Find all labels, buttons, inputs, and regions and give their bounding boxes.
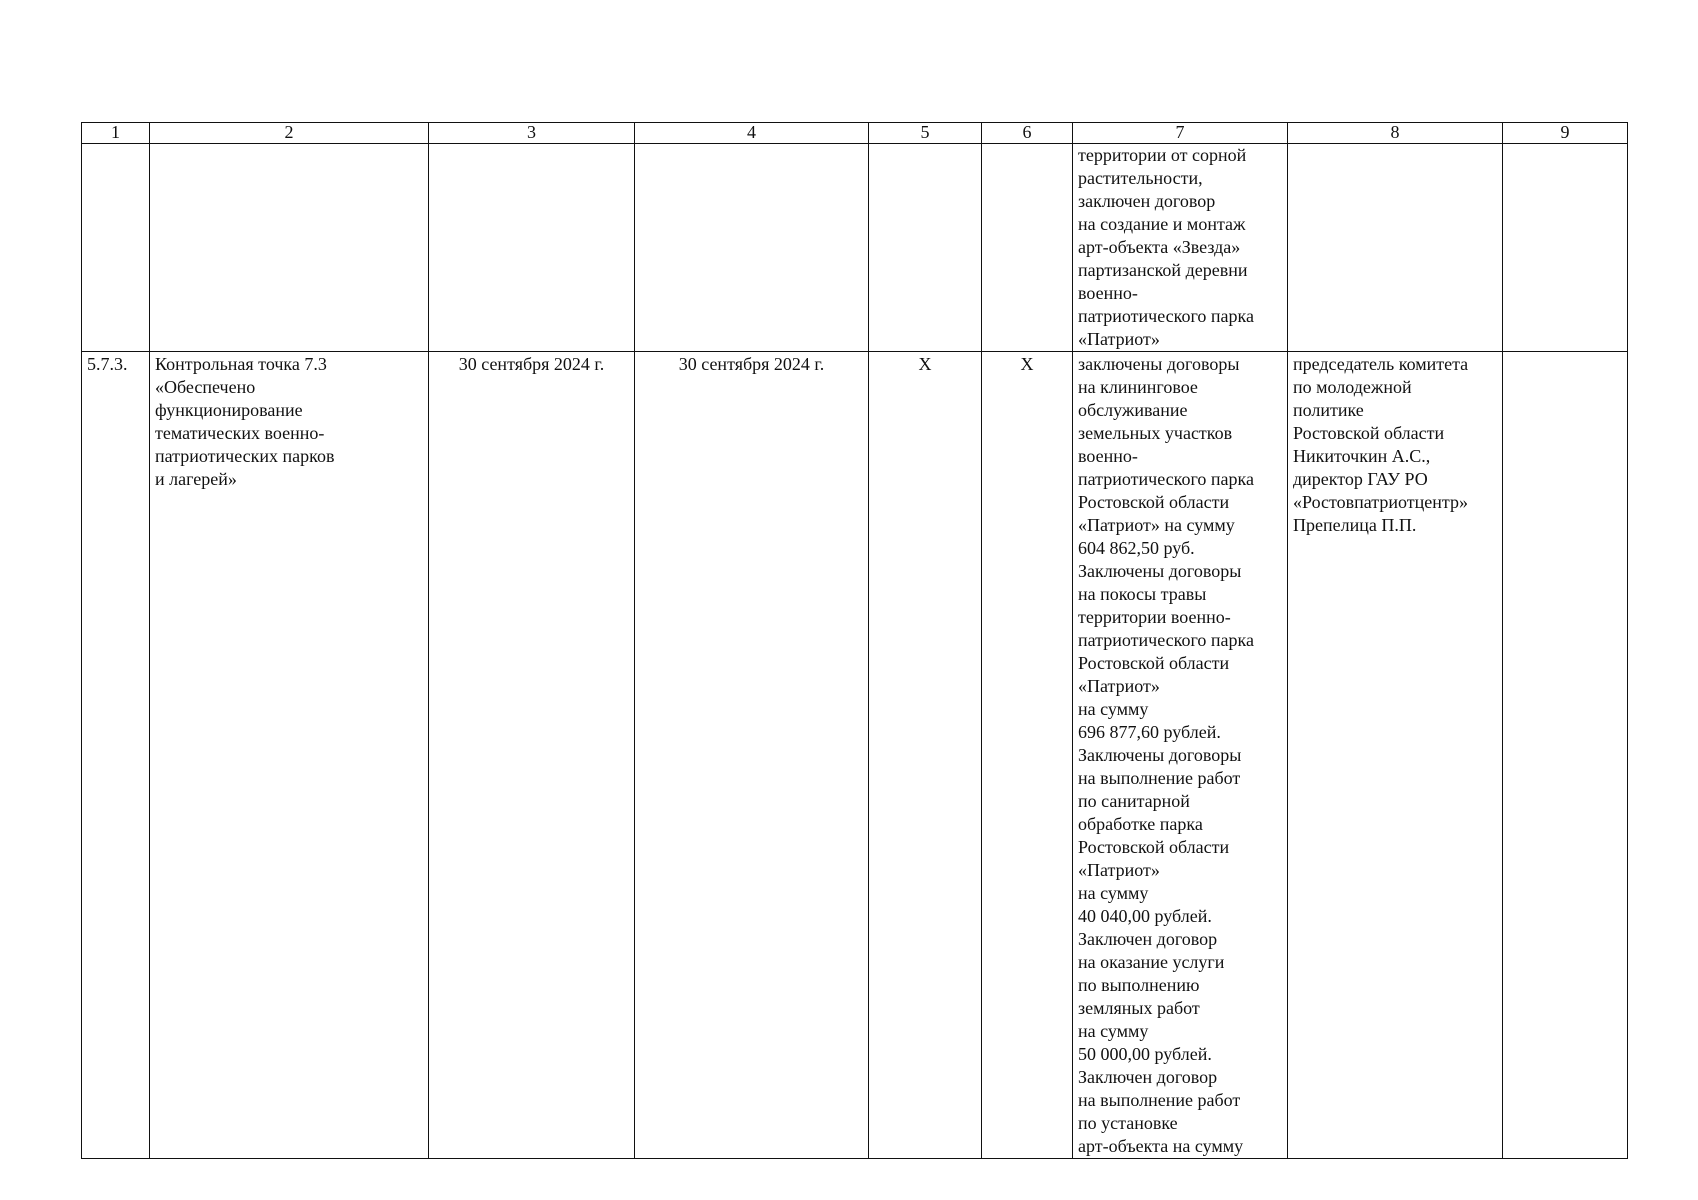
result-description: заключены договоры на клининговое обслуживание земельных участков военно- патриотического парка Ростовской области «Патриот» на сумму 604 862,50 руб. Заключены договоры на покосы травы территории военно- патриотического парка Ростовской области «Патриот» на сумму 696 877,60 рублей. Заключены договоры на выполнение работ по санитарной обработке парка Ростовской области «Патриот» на сумму 40 040,00 рублей. Заключен договор на оказание услуги по выполнению земляных работ на сумму 50 000,00 рублей. Заключен договор на выполнение работ по установке арт-объекта на сумму [1073,352,1288,1159]
column-5-mark: Х [869,352,982,1159]
column-header-4: 4 [635,123,869,144]
column-header-3: 3 [429,123,635,144]
cell-empty [150,144,429,352]
column-header-8: 8 [1288,123,1503,144]
cell-empty [869,144,982,352]
cell-empty [82,144,150,352]
cell-empty [982,144,1073,352]
column-header-1: 1 [82,123,150,144]
cell-empty [429,144,635,352]
row-number: 5.7.3. [82,352,150,1159]
cell-empty [635,144,869,352]
responsible-persons: председатель комитета по молодежной политике Ростовской области Никиточкин А.С., директор ГАУ РО «Ростовпатриотцентр» Препелица П.П. [1288,352,1503,1159]
column-number-row [82,123,1628,144]
planned-date: 30 сентября 2024 г. [429,352,635,1159]
actual-date: 30 сентября 2024 г. [635,352,869,1159]
continuation-result-text: территории от сорной растительности, заключен договор на создание и монтаж арт-объекта «Звезда» партизанской деревни военно- патриотического парка «Патриот» [1073,144,1288,352]
column-6-mark: Х [982,352,1073,1159]
column-header-7: 7 [1073,123,1288,144]
column-9-cell [1503,352,1628,1159]
table-row-5-7-3 [82,352,1628,1159]
cell-empty [1288,144,1503,352]
column-header-6: 6 [982,123,1073,144]
column-header-5: 5 [869,123,982,144]
cell-empty [1503,144,1628,352]
table-row-continuation [82,144,1628,352]
report-table [81,122,1628,1159]
column-header-2: 2 [150,123,429,144]
control-point-name: Контрольная точка 7.3 «Обеспечено функционирование тематических военно- патриотических парков и лагерей» [150,352,429,1159]
column-header-9: 9 [1503,123,1628,144]
